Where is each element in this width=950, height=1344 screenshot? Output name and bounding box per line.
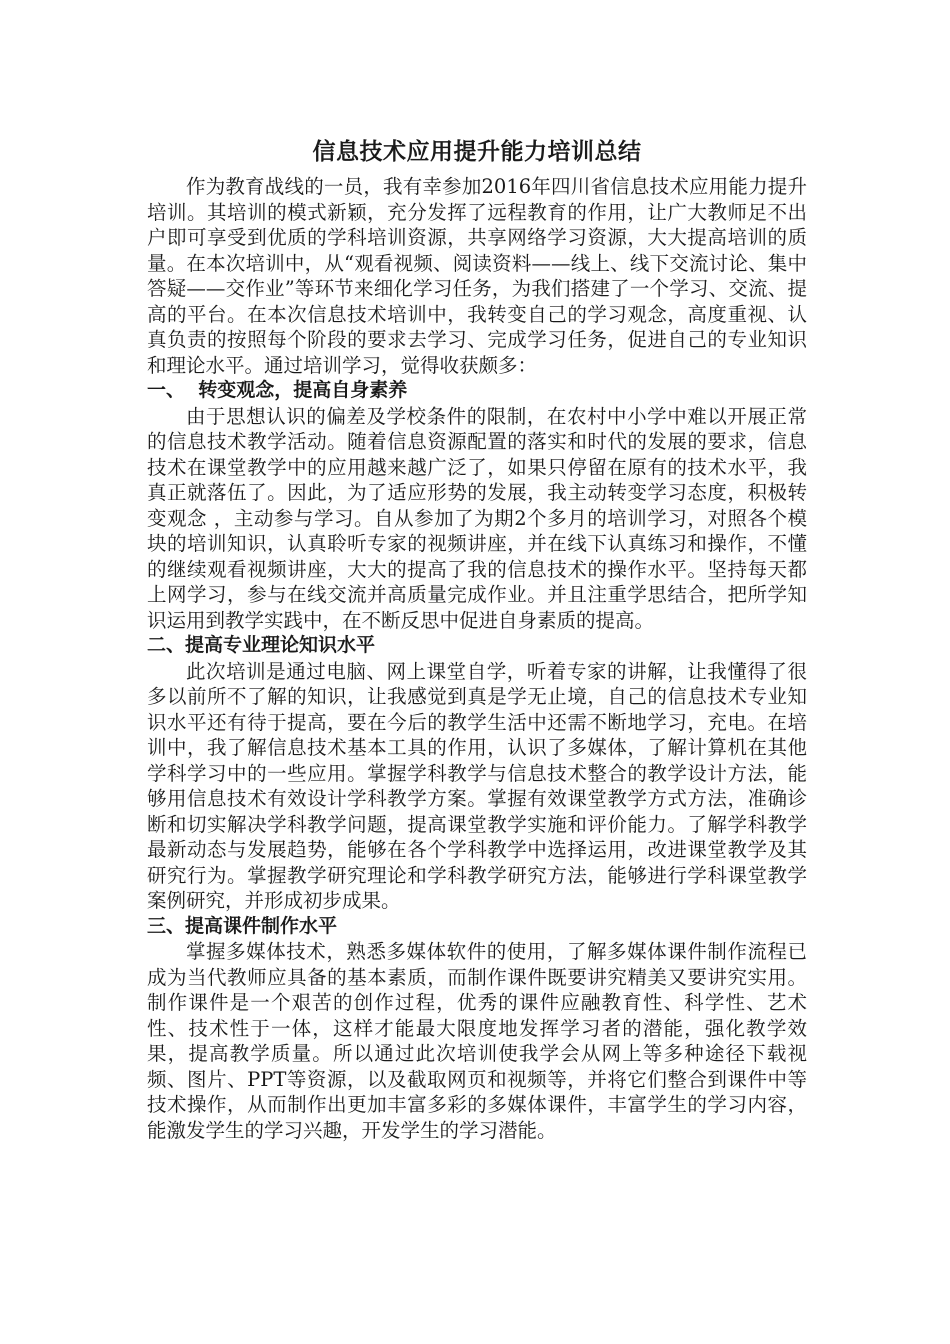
section-3-heading: 三、提高课件制作水平 (147, 914, 338, 937)
document-title: 信息技术应用提升能力培训总结 (312, 139, 642, 165)
section-3-body: 掌握多媒体技术，熟悉多媒体软件的使用，了解多媒体课件制作流程已成为当代教师应具备的基本素质，而制作课件既要讲究精美又要讲究实用。制作课件是一个艰苦的创作过程，优秀的课件应融教育性、科学性、艺术性、技术性于一体，这样才能最大限度地发挥学习者的潜能，强化教学效果，提高教学质量。所以通过此次培训使我学会从网上等多种途径下载视频、图片、PPT等资源，以及截取网页和视频等，并将它们整合到课件中等技术操作，从而制作出更加丰富多彩的多媒体课件，丰富学生的学习内容，能激发学生的学习兴趣，开发学生的学习潜能。 (147, 940, 807, 1142)
section-2 (147, 633, 807, 914)
intro-paragraph: 作为教育战线的一员，我有幸参加2016年四川省信息技术应用能力提升培训。其培训的模式新颖，充分发挥了远程教育的作用，让广大教师足不出户即可享受到优质的学科培训资源，共享网络学习资源，大大提高培训的质量。在本次培训中，从“观看视频、阅读资料——线上、线下交流讨论、集中答疑——交作业”等环节来细化学习任务，为我们搭建了一个学习、交流、提高的平台。在本次信息技术培训中，我转变自己的学习观念，高度重视、认真负责的按照每个阶段的要求去学习、完成学习任务，促进自己的专业知识和理论水平。通过培训学习，觉得收获颇多： (147, 175, 807, 377)
section-1 (147, 378, 807, 633)
section-1-heading: 一、 转变观念，提高自身素养 (147, 379, 408, 401)
section-3 (147, 914, 807, 1144)
document-page (147, 134, 807, 1143)
section-2-heading: 二、提高专业理论知识水平 (147, 634, 376, 656)
section-2-body: 此次培训是通过电脑、网上课堂自学，听着专家的讲解，让我懂得了很多以前所不了解的知识，让我感觉到真是学无止境，自己的信息技术专业知识水平还有待于提高，要在今后的教学生活中还需不断地学习，充电。在培训中，我了解信息技术基本工具的作用，认识了多媒体，了解计算机在其他学科学习中的一些应用。掌握学科教学与信息技术整合的教学设计方法，能够用信息技术有效设计学科教学方案。掌握有效课堂教学方式方法，准确诊断和切实解决学科教学问题，提高课堂教学实施和评价能力。了解学科教学最新动态与发展趋势，能够在各个学科教学中选择运用，改进课堂教学及其研究行为。掌握教学研究理论和学科教学研究方法，能够进行学科课堂教学案例研究，并形成初步成果。 (147, 659, 807, 912)
section-1-body: 由于思想认识的偏差及学校条件的限制，在农村中小学中难以开展正常的信息技术教学活动。随着信息资源配置的落实和时代的发展的要求，信息技术在课堂教学中的应用越来越广泛了，如果只停留在原有的技术水平，我真正就落伍了。因此，为了适应形势的发展，我主动转变学习态度，积极转变观念 ，主动参与学习。自从参加了为期2个多月的培训学习，对照各个模块的培训知识，认真聆听专家的视频讲座，并在线下认真练习和操作，不懂的继续观看视频讲座，大大的提高了我的信息技术的操作水平。坚持每天都上网学习，参与在线交流并高质量完成作业。并且注重学思结合，把所学知识运用到教学实践中，在不断反思中促进自身素质的提高。 (147, 404, 807, 632)
